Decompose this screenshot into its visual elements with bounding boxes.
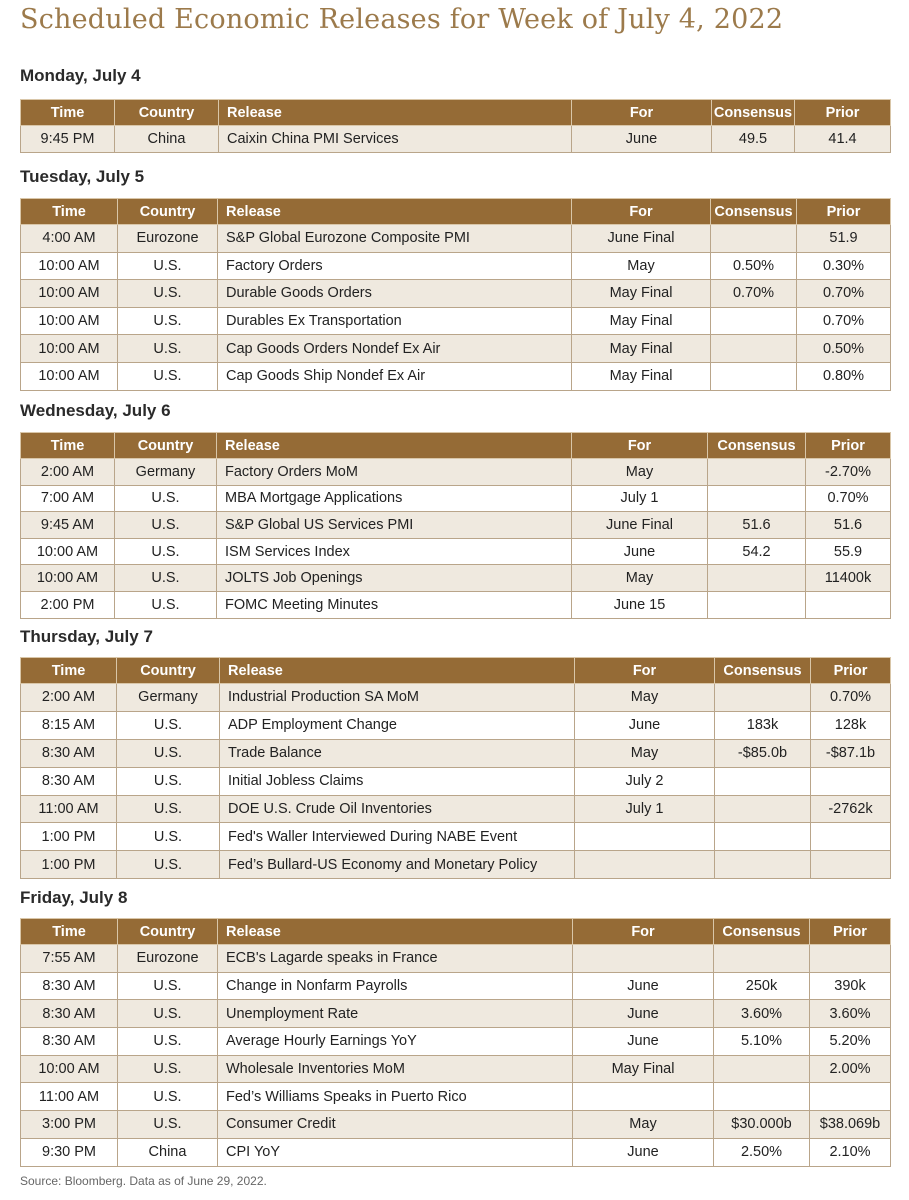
cell-country: U.S.: [118, 335, 218, 363]
cell-prior: 0.70%: [797, 307, 891, 335]
table-row: [21, 307, 891, 335]
table-row: [21, 1138, 891, 1166]
table-row: [21, 972, 891, 1000]
table-row: [21, 1111, 891, 1139]
cell-time: 8:30 AM: [21, 1028, 118, 1056]
cell-country: U.S.: [117, 851, 220, 879]
cell-prior: -2762k: [811, 795, 891, 823]
cell-for: May: [572, 565, 708, 592]
cell-release: Trade Balance: [220, 739, 575, 767]
cell-for: May: [575, 739, 715, 767]
cell-country: U.S.: [118, 307, 218, 335]
cell-country: U.S.: [117, 711, 220, 739]
cell-prior: 5.20%: [810, 1028, 891, 1056]
cell-release: Durable Goods Orders: [218, 280, 572, 308]
cell-time: 10:00 AM: [21, 280, 118, 308]
cell-release: Caixin China PMI Services: [219, 126, 572, 153]
table-row: [21, 684, 891, 712]
schedule-table: [20, 918, 891, 1167]
cell-time: 8:30 AM: [21, 972, 118, 1000]
table-row: [21, 591, 891, 618]
cell-for: June: [573, 972, 714, 1000]
cell-release: S&P Global US Services PMI: [217, 512, 572, 539]
cell-for: June: [573, 1138, 714, 1166]
column-header-consensus: Consensus: [711, 199, 797, 225]
cell-consensus: [714, 1055, 810, 1083]
cell-country: U.S.: [117, 767, 220, 795]
cell-release: ECB's Lagarde speaks in France: [218, 945, 573, 973]
cell-prior: 51.9: [797, 225, 891, 253]
cell-release: Average Hourly Earnings YoY: [218, 1028, 573, 1056]
cell-consensus: [711, 362, 797, 390]
cell-time: 4:00 AM: [21, 225, 118, 253]
cell-prior: [811, 823, 891, 851]
table-row: [21, 225, 891, 253]
cell-prior: -2.70%: [806, 459, 891, 486]
cell-consensus: [715, 684, 811, 712]
cell-for: June 15: [572, 591, 708, 618]
table-row: [21, 280, 891, 308]
cell-consensus: -$85.0b: [715, 739, 811, 767]
cell-consensus: [715, 795, 811, 823]
schedule-table: [20, 432, 891, 619]
cell-time: 9:30 PM: [21, 1138, 118, 1166]
cell-for: [575, 823, 715, 851]
cell-time: 10:00 AM: [21, 307, 118, 335]
cell-country: U.S.: [118, 252, 218, 280]
cell-for: July 1: [575, 795, 715, 823]
cell-time: 10:00 AM: [21, 252, 118, 280]
cell-consensus: [711, 307, 797, 335]
column-header-for: For: [572, 199, 711, 225]
column-header-release: Release: [218, 919, 573, 945]
cell-country: U.S.: [115, 485, 217, 512]
cell-prior: $38.069b: [810, 1111, 891, 1139]
cell-prior: 2.00%: [810, 1055, 891, 1083]
cell-for: May Final: [572, 280, 711, 308]
schedule-table: [20, 657, 891, 879]
cell-for: June Final: [572, 512, 708, 539]
table-header-row: [21, 199, 891, 225]
cell-prior: 0.30%: [797, 252, 891, 280]
cell-for: July 1: [572, 485, 708, 512]
cell-release: FOMC Meeting Minutes: [217, 591, 572, 618]
table-header-row: [21, 433, 891, 459]
cell-country: U.S.: [115, 538, 217, 565]
cell-for: [575, 851, 715, 879]
cell-time: 2:00 AM: [21, 684, 117, 712]
table-row: [21, 711, 891, 739]
table-row: [21, 1000, 891, 1028]
cell-consensus: [708, 459, 806, 486]
column-header-time: Time: [21, 100, 115, 126]
table-row: [21, 1083, 891, 1111]
day-heading: Wednesday, July 6: [20, 401, 171, 420]
column-header-country: Country: [117, 658, 220, 684]
cell-for: May: [572, 252, 711, 280]
cell-prior: 128k: [811, 711, 891, 739]
cell-release: Wholesale Inventories MoM: [218, 1055, 573, 1083]
column-header-release: Release: [219, 100, 572, 126]
cell-for: June Final: [572, 225, 711, 253]
cell-prior: 55.9: [806, 538, 891, 565]
cell-time: 2:00 PM: [21, 591, 115, 618]
column-header-time: Time: [21, 658, 117, 684]
cell-time: 10:00 AM: [21, 538, 115, 565]
table-row: [21, 252, 891, 280]
cell-time: 7:55 AM: [21, 945, 118, 973]
cell-release: S&P Global Eurozone Composite PMI: [218, 225, 572, 253]
page-title: Scheduled Economic Releases for Week of July 4, 2022: [20, 4, 784, 35]
column-header-prior: Prior: [810, 919, 891, 945]
cell-consensus: [715, 767, 811, 795]
column-header-country: Country: [115, 100, 219, 126]
cell-country: Eurozone: [118, 945, 218, 973]
column-header-prior: Prior: [806, 433, 891, 459]
cell-release: Factory Orders MoM: [217, 459, 572, 486]
cell-for: May: [572, 459, 708, 486]
cell-country: U.S.: [118, 1111, 218, 1139]
table-row: [21, 538, 891, 565]
cell-time: 1:00 PM: [21, 851, 117, 879]
column-header-for: For: [575, 658, 715, 684]
cell-time: 9:45 PM: [21, 126, 115, 153]
cell-time: 11:00 AM: [21, 795, 117, 823]
cell-country: U.S.: [115, 512, 217, 539]
cell-time: 8:30 AM: [21, 767, 117, 795]
cell-prior: 0.70%: [811, 684, 891, 712]
cell-release: JOLTS Job Openings: [217, 565, 572, 592]
table-row: [21, 795, 891, 823]
cell-consensus: 2.50%: [714, 1138, 810, 1166]
column-header-consensus: Consensus: [714, 919, 810, 945]
day-heading: Monday, July 4: [20, 66, 141, 85]
cell-time: 8:30 AM: [21, 1000, 118, 1028]
cell-consensus: 54.2: [708, 538, 806, 565]
cell-for: June: [572, 126, 712, 153]
table-row: [21, 1055, 891, 1083]
cell-country: U.S.: [118, 1055, 218, 1083]
table-row: [21, 767, 891, 795]
cell-country: Germany: [115, 459, 217, 486]
cell-consensus: [708, 485, 806, 512]
day-heading: Friday, July 8: [20, 888, 128, 907]
cell-consensus: 49.5: [712, 126, 795, 153]
column-header-country: Country: [118, 919, 218, 945]
cell-release: ADP Employment Change: [220, 711, 575, 739]
cell-release: Fed’s Bullard-US Economy and Monetary Policy: [220, 851, 575, 879]
cell-release: Cap Goods Orders Nondef Ex Air: [218, 335, 572, 363]
cell-consensus: [714, 945, 810, 973]
cell-country: U.S.: [118, 362, 218, 390]
cell-prior: 0.70%: [797, 280, 891, 308]
cell-prior: [811, 767, 891, 795]
column-header-release: Release: [217, 433, 572, 459]
table-header-row: [21, 919, 891, 945]
cell-consensus: 0.50%: [711, 252, 797, 280]
cell-consensus: $30.000b: [714, 1111, 810, 1139]
cell-prior: 3.60%: [810, 1000, 891, 1028]
cell-for: May Final: [572, 362, 711, 390]
cell-prior: [806, 591, 891, 618]
cell-country: U.S.: [115, 591, 217, 618]
cell-time: 11:00 AM: [21, 1083, 118, 1111]
table-row: [21, 565, 891, 592]
cell-release: CPI YoY: [218, 1138, 573, 1166]
column-header-country: Country: [115, 433, 217, 459]
schedule-table: [20, 99, 891, 153]
cell-consensus: [711, 225, 797, 253]
cell-consensus: [708, 565, 806, 592]
cell-time: 10:00 AM: [21, 1055, 118, 1083]
table-row: [21, 945, 891, 973]
column-header-prior: Prior: [811, 658, 891, 684]
cell-release: DOE U.S. Crude Oil Inventories: [220, 795, 575, 823]
cell-release: ISM Services Index: [217, 538, 572, 565]
cell-country: U.S.: [118, 972, 218, 1000]
cell-consensus: 250k: [714, 972, 810, 1000]
column-header-time: Time: [21, 199, 118, 225]
cell-prior: 390k: [810, 972, 891, 1000]
cell-release: MBA Mortgage Applications: [217, 485, 572, 512]
table-row: [21, 362, 891, 390]
cell-release: Fed's Waller Interviewed During NABE Event: [220, 823, 575, 851]
table-header-row: [21, 100, 891, 126]
cell-country: U.S.: [118, 1083, 218, 1111]
table-header-row: [21, 658, 891, 684]
cell-country: China: [115, 126, 219, 153]
cell-prior: 0.70%: [806, 485, 891, 512]
cell-release: Initial Jobless Claims: [220, 767, 575, 795]
cell-prior: 0.50%: [797, 335, 891, 363]
table-row: [21, 335, 891, 363]
cell-country: U.S.: [118, 1028, 218, 1056]
cell-consensus: [715, 851, 811, 879]
cell-for: May: [573, 1111, 714, 1139]
cell-for: June: [572, 538, 708, 565]
column-header-consensus: Consensus: [712, 100, 795, 126]
cell-time: 7:00 AM: [21, 485, 115, 512]
column-header-time: Time: [21, 433, 115, 459]
cell-country: U.S.: [117, 823, 220, 851]
cell-time: 8:15 AM: [21, 711, 117, 739]
cell-release: Consumer Credit: [218, 1111, 573, 1139]
cell-for: June: [573, 1028, 714, 1056]
cell-consensus: 183k: [715, 711, 811, 739]
cell-release: Fed’s Williams Speaks in Puerto Rico: [218, 1083, 573, 1111]
cell-consensus: [715, 823, 811, 851]
table-row: [21, 459, 891, 486]
table-row: [21, 823, 891, 851]
cell-for: June: [575, 711, 715, 739]
table-row: [21, 126, 891, 153]
column-header-consensus: Consensus: [715, 658, 811, 684]
cell-consensus: 3.60%: [714, 1000, 810, 1028]
table-row: [21, 512, 891, 539]
source-note: Source: Bloomberg. Data as of June 29, 2022.: [20, 1174, 267, 1188]
column-header-release: Release: [220, 658, 575, 684]
column-header-time: Time: [21, 919, 118, 945]
cell-for: [573, 945, 714, 973]
cell-release: Unemployment Rate: [218, 1000, 573, 1028]
table-row: [21, 485, 891, 512]
column-header-release: Release: [218, 199, 572, 225]
column-header-prior: Prior: [797, 199, 891, 225]
cell-country: U.S.: [117, 739, 220, 767]
cell-for: May Final: [573, 1055, 714, 1083]
table-row: [21, 851, 891, 879]
cell-time: 2:00 AM: [21, 459, 115, 486]
cell-prior: [810, 945, 891, 973]
schedule-table: [20, 198, 891, 391]
cell-prior: 2.10%: [810, 1138, 891, 1166]
cell-time: 1:00 PM: [21, 823, 117, 851]
cell-for: May Final: [572, 307, 711, 335]
cell-time: 9:45 AM: [21, 512, 115, 539]
cell-prior: -$87.1b: [811, 739, 891, 767]
table-row: [21, 1028, 891, 1056]
column-header-for: For: [572, 100, 712, 126]
cell-prior: [811, 851, 891, 879]
cell-release: Durables Ex Transportation: [218, 307, 572, 335]
cell-for: July 2: [575, 767, 715, 795]
cell-consensus: [708, 591, 806, 618]
column-header-for: For: [573, 919, 714, 945]
cell-country: U.S.: [118, 1000, 218, 1028]
cell-release: Industrial Production SA MoM: [220, 684, 575, 712]
cell-for: June: [573, 1000, 714, 1028]
cell-prior: [810, 1083, 891, 1111]
column-header-prior: Prior: [795, 100, 891, 126]
cell-country: U.S.: [115, 565, 217, 592]
day-heading: Thursday, July 7: [20, 627, 153, 646]
cell-prior: 11400k: [806, 565, 891, 592]
day-heading: Tuesday, July 5: [20, 167, 145, 186]
cell-for: May: [575, 684, 715, 712]
cell-for: May Final: [572, 335, 711, 363]
cell-release: Factory Orders: [218, 252, 572, 280]
cell-country: Germany: [117, 684, 220, 712]
column-header-country: Country: [118, 199, 218, 225]
cell-time: 10:00 AM: [21, 565, 115, 592]
cell-time: 8:30 AM: [21, 739, 117, 767]
cell-consensus: 0.70%: [711, 280, 797, 308]
cell-prior: 51.6: [806, 512, 891, 539]
cell-consensus: [711, 335, 797, 363]
cell-prior: 0.80%: [797, 362, 891, 390]
cell-prior: 41.4: [795, 126, 891, 153]
cell-release: Change in Nonfarm Payrolls: [218, 972, 573, 1000]
cell-time: 10:00 AM: [21, 362, 118, 390]
cell-country: China: [118, 1138, 218, 1166]
cell-consensus: [714, 1083, 810, 1111]
cell-country: U.S.: [118, 280, 218, 308]
column-header-for: For: [572, 433, 708, 459]
cell-country: U.S.: [117, 795, 220, 823]
table-row: [21, 739, 891, 767]
cell-consensus: 51.6: [708, 512, 806, 539]
cell-time: 10:00 AM: [21, 335, 118, 363]
column-header-consensus: Consensus: [708, 433, 806, 459]
cell-country: Eurozone: [118, 225, 218, 253]
cell-consensus: 5.10%: [714, 1028, 810, 1056]
cell-release: Cap Goods Ship Nondef Ex Air: [218, 362, 572, 390]
cell-time: 3:00 PM: [21, 1111, 118, 1139]
cell-for: [573, 1083, 714, 1111]
